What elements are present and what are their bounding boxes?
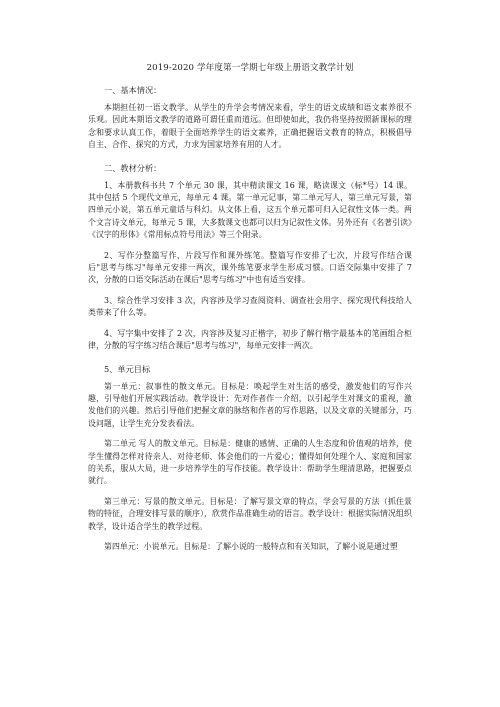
paragraph: 第二单元 写人的散文单元。目标是：健康的感情、正确的人生态度和价值观的培养，使学生懂得怎样对待亲人、对待老师、体会他们的一片爱心；懂得如何处理个人、家庭和国家的关系，服从大局，进一步培养学生的写作技能。教学设计：帮助学生理清思路，把握要点就行。 (88, 439, 412, 486)
section-basic-situation (88, 84, 412, 152)
paragraph: 3、综合性学习安排 3 次，内容涉及学习查阅资料、调查社会用字、探究现代科技给人类带来了什么等。 (88, 295, 412, 318)
section-unit-goals (88, 363, 412, 554)
section-heading: 5、单元目标 (104, 363, 151, 374)
paragraph: 4、写字集中安排了 2 次，内容涉及复习正楷字，初步了解行楷字最基本的笔画组合柜律，分散的写字练习结合课后"思考与练习"，每单元安排一两次。 (88, 328, 412, 351)
paragraph: 2、写作分整篇写作、片段写作和课外练笔。整篇写作安排了七次，片段写作结合课后"思考与练习"每单元安排一两次，课外练笔要求学生形成习惯。口语交际集中安排了 7 次，分散的口语交际活动在课后"思考与练习"中也有适当安排。 (88, 250, 412, 285)
paragraph: 第四单元：小说单元。目标是：了解小说的一般特点和有关知识，了解小说是通过塑 (104, 541, 398, 551)
paragraph: 第一单元：叙事性的散文单元。目标是：唤起学生对生活的感受，激发他们的写作兴趣，引导他们开展实践活动。教学设计：先对作者作一介绍，以引起学生对课文的重视，激发他们的兴趣。然后引导他们把握文章的脉络和作者的写作思路，以及文章的关键部分，巧设问题，让学生充分发表看法。 (88, 381, 412, 428)
document-page (88, 62, 412, 563)
paragraph: 本期担任初一语文教学。从学生的升学会考情况来看，学生的语文成绩和语文素养很不乐观。因此本期语文教学的道路可谓任重而道远。但即使如此，我仍将坚持按照新课标的理念和要求认真工作，着眼于全面培养学生的语文素养，正确把握语文教育的特点，积极倡导自主、合作、探究的方式，力求为国家培养有用的人才。 (88, 103, 412, 150)
paragraph: 第三单元：写景的散文单元。目标是：了解写景文章的特点，学会写景的方法（抓住景物的特征，合理安排写景的顺序），欣赏作品准确生动的语言。教学设计：根据实际情况组织教学，设计适合学生的教学过程。 (88, 496, 412, 531)
section-heading: 一、基本情况： (104, 85, 162, 95)
paragraph: 1、本册教科书共 7 个单元 30 课，其中精读课文 16 课，略读课文（标*号）14 课。其中包括 5 个现代文单元，每单元 4 课。第一单元记事，第二单元写人，第三单元写景，第四单元小说，第五单元童话与科幻。从文体上看，这五个单元都可归入记叙性文体一类。两个文言诗文单元，每单元 5 课，大多数课文也都可以归为记叙性文体。另外还有《名著引读》《汉字的形体》《常用标点符号用法》等三个附录。 (88, 180, 412, 240)
document-title: 2019-2020 学年度第一学期七年级上册语文教学计划 (146, 63, 354, 73)
section-textbook-analysis (88, 162, 412, 353)
section-heading: 二、教材分析： (104, 162, 162, 173)
